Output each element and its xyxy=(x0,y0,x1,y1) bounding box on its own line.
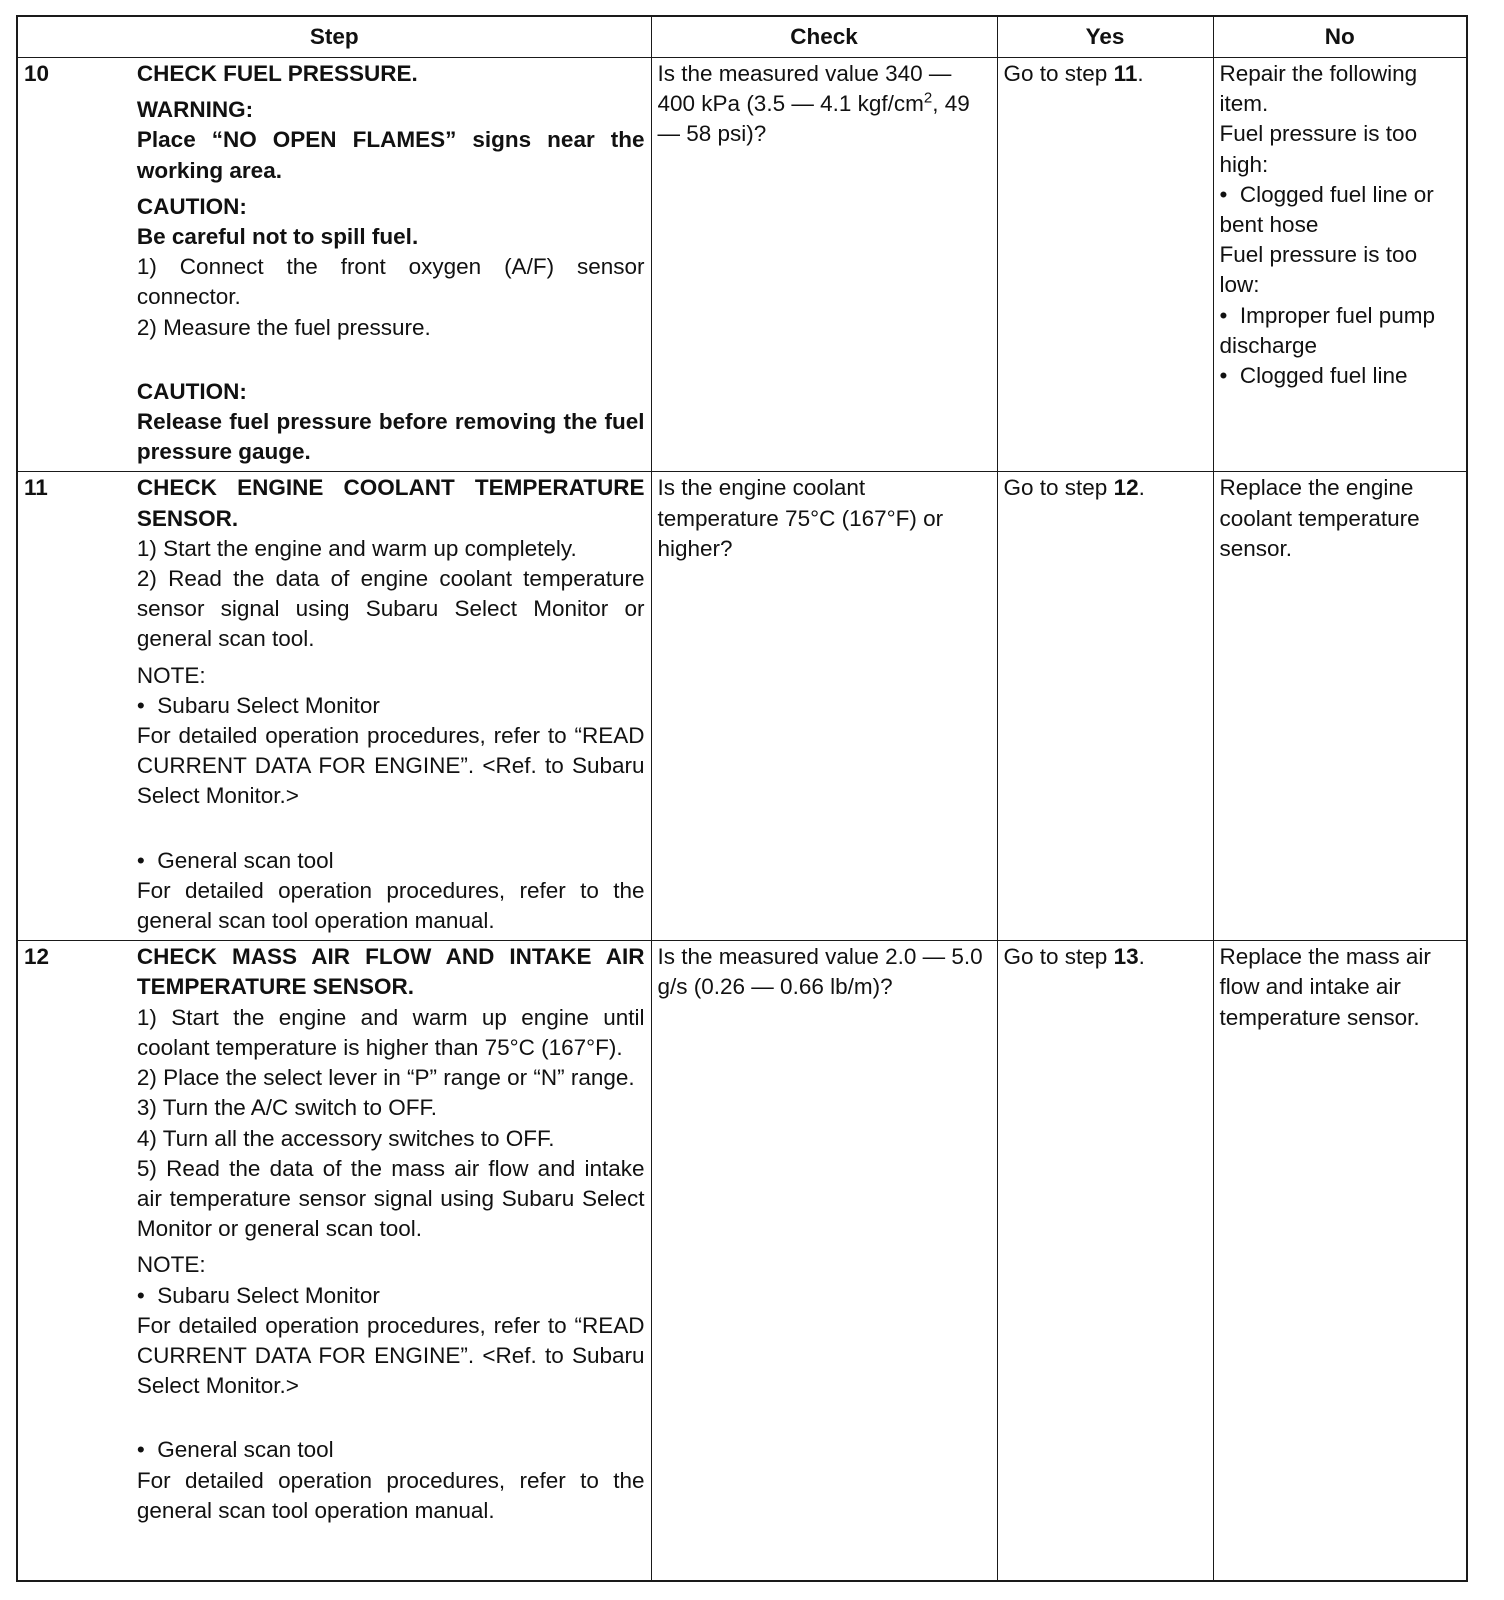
procedure-step: 4) Turn all the accessory switches to OFF. xyxy=(136,1125,555,1151)
note-label: NOTE: xyxy=(136,1252,206,1278)
check-cell: Is the engine coolant temperature 75°C (167°F) or higher? xyxy=(651,472,997,941)
note-text: For detailed operation procedures, refer to the general scan tool operation manual. xyxy=(136,1467,645,1523)
yes-cell xyxy=(997,58,1213,472)
table-row xyxy=(17,58,1467,472)
warning-text: Place “NO OPEN FLAMES” signs near the working area. xyxy=(136,127,645,183)
procedure-step: 3) Turn the A/C switch to OFF. xyxy=(136,1095,438,1121)
note-text: For detailed operation procedures, refer to the general scan tool operation manual. xyxy=(136,877,645,934)
caution-label: CAUTION: xyxy=(136,378,247,404)
yes-cell xyxy=(997,472,1213,941)
step-title: CHECK ENGINE COOLANT TEMPERATURE SENSOR. xyxy=(136,475,645,531)
step-number: 12 xyxy=(24,944,50,970)
no-text: Fuel pressure is too high: xyxy=(1219,121,1418,177)
yes-period: . xyxy=(1138,944,1145,970)
caution-label: CAUTION: xyxy=(136,193,247,219)
check-cell xyxy=(651,58,997,472)
step-body xyxy=(137,59,645,467)
procedure-step: 1) Connect the front oxygen (A/F) sensor connector. xyxy=(136,254,645,310)
header-no: No xyxy=(1213,16,1467,58)
header-check: Check xyxy=(651,16,997,58)
step-cell xyxy=(17,472,651,941)
diagnostic-document xyxy=(16,15,1466,1582)
procedure-step: 2) Place the select lever in “P” range or “N” range. xyxy=(136,1065,635,1091)
no-cell: Replace the engine coolant temperature sensor. xyxy=(1213,472,1467,941)
step-number: 10 xyxy=(24,61,50,86)
caution-text: Release fuel pressure before removing the fuel pressure gauge. xyxy=(136,409,645,465)
step-body xyxy=(137,942,645,1526)
note-bullet: • General scan tool xyxy=(137,846,645,876)
note-label: NOTE: xyxy=(136,662,206,688)
note-bullet: • Subaru Select Monitor xyxy=(137,1281,645,1311)
yes-text: Go to step xyxy=(1003,944,1114,970)
step-cell xyxy=(17,941,651,1581)
procedure-step: 2) Read the data of engine coolant temperature sensor signal using Subaru Select Monitor or general scan tool. xyxy=(136,566,645,652)
no-bullet: • Improper fuel pump discharge xyxy=(1220,301,1461,361)
yes-text: Go to step xyxy=(1003,61,1114,86)
no-cell xyxy=(1213,58,1467,472)
step-number: 11 xyxy=(24,475,48,501)
table-header-row xyxy=(17,16,1467,58)
check-cell: Is the measured value 2.0 — 5.0 g/s (0.26 — 0.66 lb/m)? xyxy=(651,941,997,1581)
note-text: For detailed operation procedures, refer to “READ CURRENT DATA FOR ENGINE”. <Ref. to Subaru Select Monitor.> xyxy=(136,1312,645,1399)
yes-text: Go to step xyxy=(1003,475,1114,501)
check-text: Is the measured value 340 — 400 kPa (3.5 — 4.1 kgf/cm xyxy=(657,61,952,117)
procedure-step: 2) Measure the fuel pressure. xyxy=(136,314,431,340)
procedure-step: 5) Read the data of the mass air flow and intake air temperature sensor signal using Subaru Select Monitor or general scan tool. xyxy=(136,1155,645,1242)
header-yes: Yes xyxy=(997,16,1213,58)
no-cell: Replace the mass air flow and intake air temperature sensor. xyxy=(1213,941,1467,1581)
step-title: CHECK MASS AIR FLOW AND INTAKE AIR TEMPERATURE SENSOR. xyxy=(136,944,645,1000)
diagnostic-table xyxy=(16,15,1468,1582)
header-step: Step xyxy=(17,16,651,58)
no-bullet: • Clogged fuel line or bent hose xyxy=(1220,180,1461,240)
yes-cell xyxy=(997,941,1213,1581)
no-text: Repair the following item. xyxy=(1219,61,1418,117)
yes-step-number: 13 xyxy=(1113,944,1139,970)
superscript: 2 xyxy=(923,89,933,107)
note-bullet: • General scan tool xyxy=(137,1435,645,1465)
check-text-end: , 49 — 58 psi)? xyxy=(657,91,970,147)
step-body xyxy=(137,473,645,936)
note-text: For detailed operation procedures, refer to “READ CURRENT DATA FOR ENGINE”. <Ref. to Subaru Select Monitor.> xyxy=(136,723,645,809)
step-title: CHECK FUEL PRESSURE. xyxy=(136,61,418,86)
yes-step-number: 11 xyxy=(1113,61,1138,86)
step-cell xyxy=(17,58,651,472)
procedure-step: 1) Start the engine and warm up engine until coolant temperature is higher than 75°C (167°F). xyxy=(136,1004,645,1060)
warning-label: WARNING: xyxy=(136,97,254,123)
yes-step-number: 12 xyxy=(1113,475,1139,501)
no-bullet: • Clogged fuel line xyxy=(1220,361,1461,391)
caution-text: Be careful not to spill fuel. xyxy=(136,224,419,250)
no-text: Fuel pressure is too low: xyxy=(1219,242,1418,298)
yes-period: . xyxy=(1137,61,1144,86)
table-row xyxy=(17,472,1467,941)
table-row xyxy=(17,941,1467,1581)
note-bullet: • Subaru Select Monitor xyxy=(137,691,645,721)
yes-period: . xyxy=(1138,475,1145,501)
procedure-step: 1) Start the engine and warm up completely. xyxy=(136,535,577,561)
